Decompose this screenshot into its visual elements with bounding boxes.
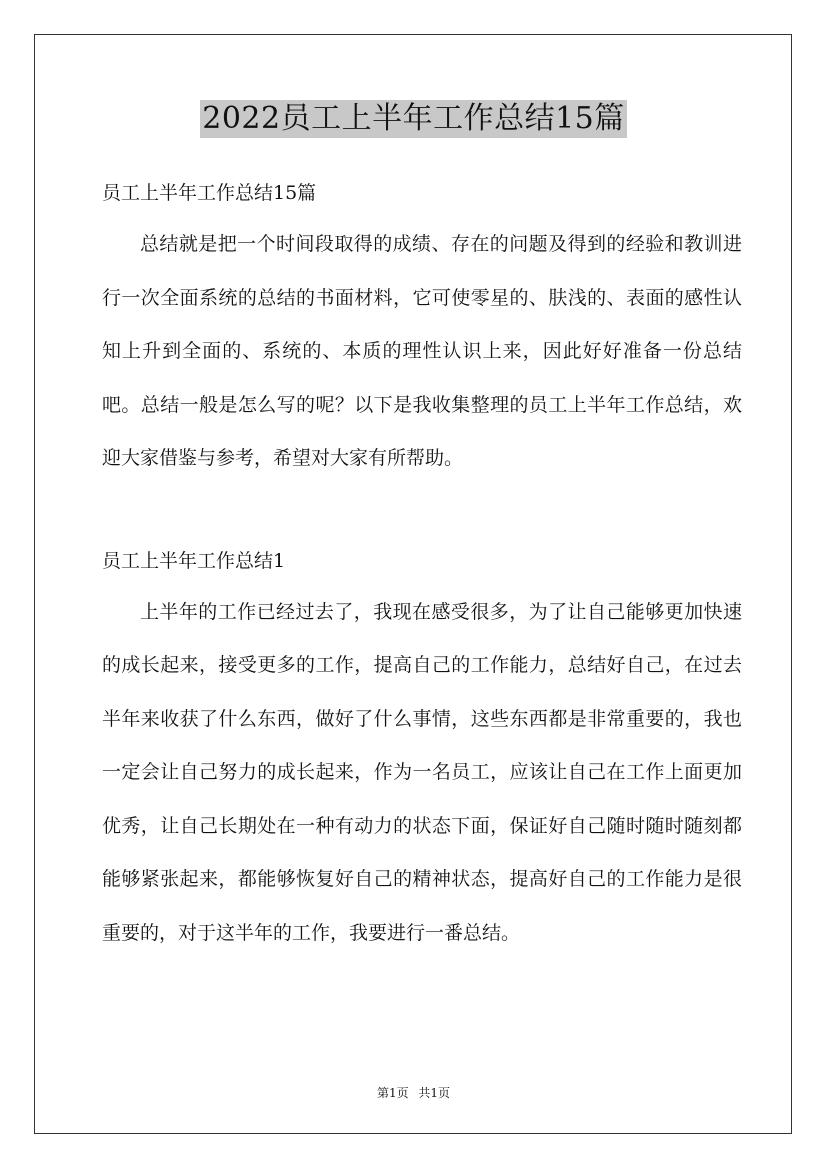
page-total: 共1页 xyxy=(418,1086,451,1100)
page-footer xyxy=(0,1084,827,1101)
document-title-wrapper xyxy=(0,100,827,138)
section-heading: 员工上半年工作总结1 xyxy=(102,549,286,572)
page-number: 第1页 xyxy=(376,1086,409,1100)
document-title: 2022员工上半年工作总结15篇 xyxy=(202,101,625,136)
paragraph-gap xyxy=(102,486,742,536)
section-paragraph: 上半年的工作已经过去了，我现在感受很多，为了让自己能够更加快速的成长起来，接受更多的工作，提高自己的工作能力，总结好自己，在过去半年来收获了什么东西，做好了什么事情，这些东西都是非常重要的，我也一定会让自己努力的成长起来，作为一名员工，应该让自己在工作上面更加优秀，让自己长期处在一种有动力的状态下面，保证好自己随时随时随刻都能够紧张起来，都能够恢复好自己的精神状态，提高好自己的工作能力是很重要的，对于这半年的工作，我要进行一番总结。 xyxy=(102,600,742,944)
intro-paragraph: 总结就是把一个时间段取得的成绩、存在的问题及得到的经验和教训进行一次全面系统的总结的书面材料，它可使零星的、肤浅的、表面的感性认知上升到全面的、系统的、本质的理性认识上来，因此好好准备一份总结吧。总结一般是怎么写的呢？以下是我收集整理的员工上半年工作总结，欢迎大家借鉴与参考，希望对大家有所帮助。 xyxy=(102,233,742,469)
document-subtitle: 员工上半年工作总结15篇 xyxy=(102,182,317,204)
document-body xyxy=(102,168,742,960)
